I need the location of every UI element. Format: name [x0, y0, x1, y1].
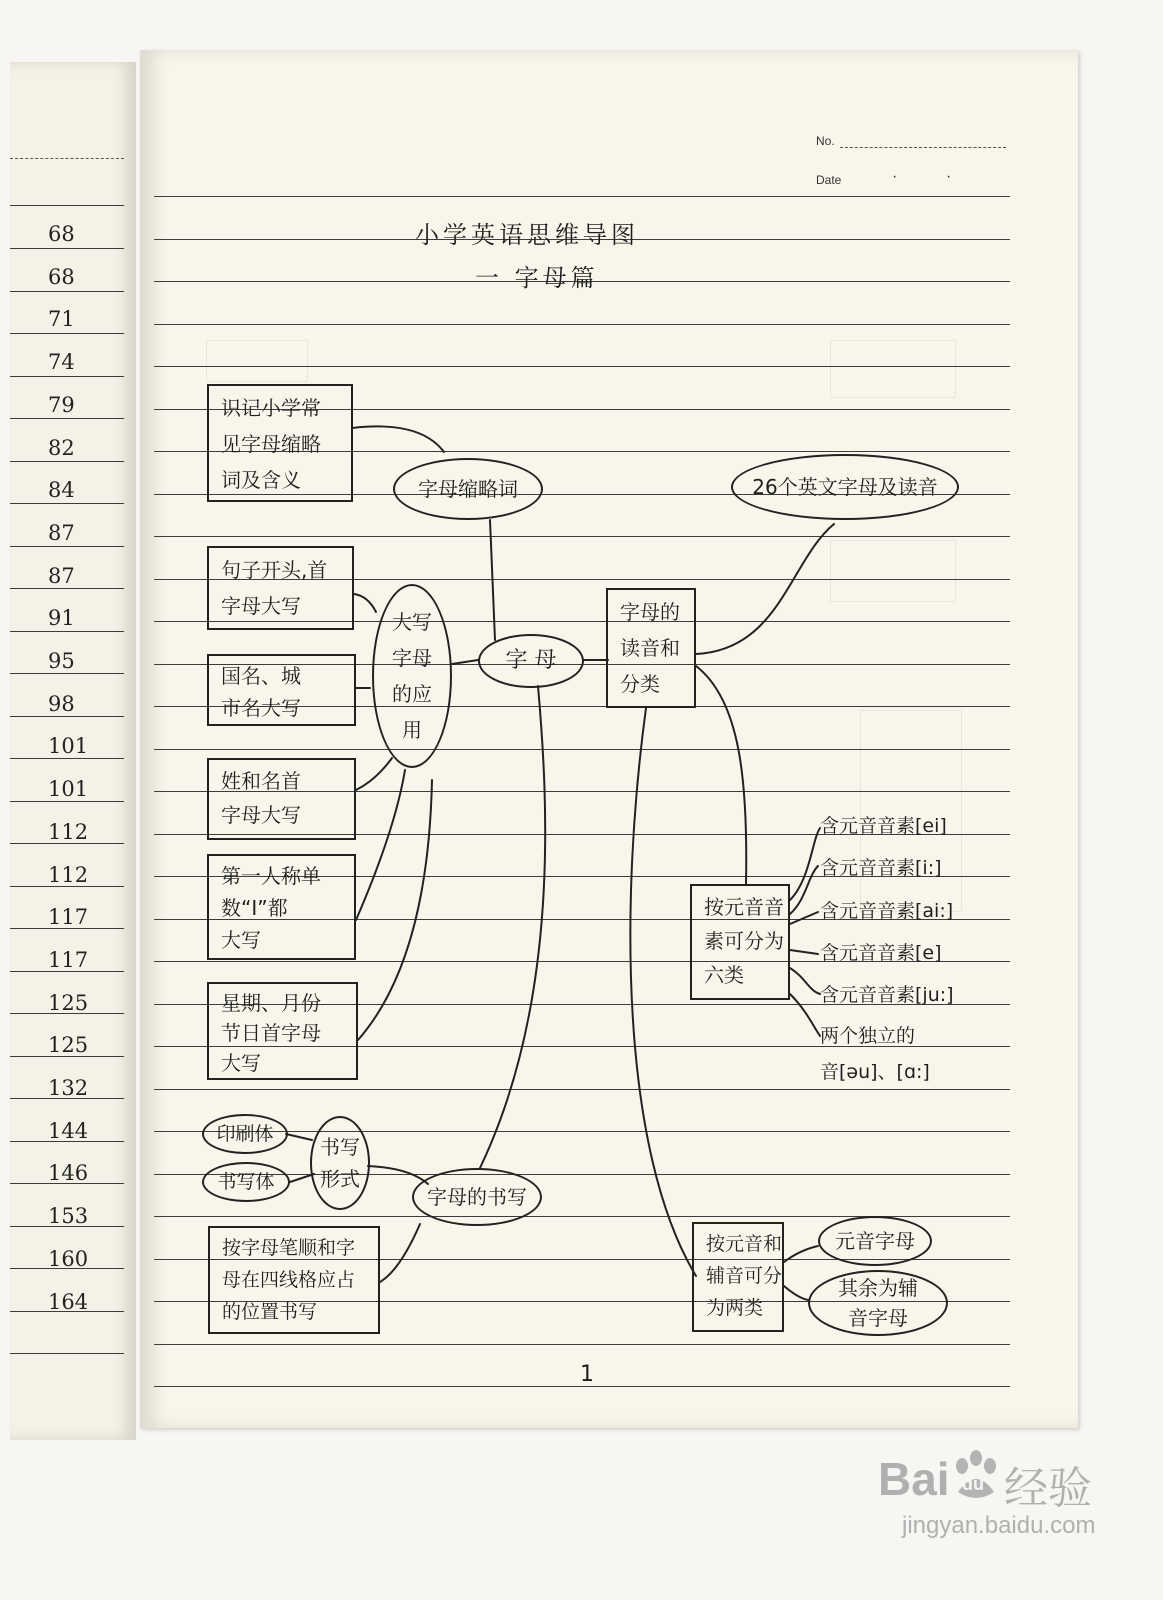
watermark-brand: Bai — [878, 1453, 950, 1505]
link-two-item2 — [784, 1286, 808, 1300]
link-six-item5 — [790, 968, 820, 994]
link-six-item4 — [790, 950, 818, 954]
left-page-number: 125 — [48, 990, 89, 1015]
vowel-node: 元音字母 — [818, 1216, 932, 1266]
link-capital-item1 — [354, 594, 376, 612]
six-class-item: 两个独立的 音[əu]、[ɑ:] — [820, 1025, 930, 1083]
link-pron-two — [630, 708, 696, 1276]
left-page-number: 125 — [48, 1033, 89, 1058]
link-two-item1 — [784, 1246, 818, 1262]
six-class-item: 含元音音素[i:] — [820, 857, 942, 879]
left-page-number: 98 — [48, 691, 75, 716]
left-page-number: 101 — [48, 777, 89, 802]
left-page-number: 101 — [48, 734, 89, 759]
left-page-number: 95 — [48, 649, 75, 673]
print-style-node: 印刷体 — [202, 1114, 288, 1154]
watermark-logo-text: du — [962, 1474, 984, 1494]
two-class-box: 按元音和 辅音可分 为两类 — [692, 1222, 784, 1332]
left-page-number: 144 — [48, 1118, 89, 1143]
six-class-item: 含元音音素[ei] — [820, 815, 947, 837]
six-class-item: 含元音音素[ju:] — [820, 984, 954, 1006]
watermark-brand-end: 经验 — [1004, 1463, 1092, 1514]
left-page-number: 117 — [48, 905, 89, 930]
left-page-number: 71 — [48, 307, 75, 332]
link-six-item2 — [790, 866, 818, 914]
link-form-print — [286, 1134, 312, 1140]
link-six-item3 — [790, 912, 818, 924]
six-class-item: 含元音音素[e] — [820, 942, 942, 964]
center-node: 字 母 — [478, 634, 584, 688]
link-capital-item4 — [356, 770, 405, 920]
left-page-number: 91 — [48, 606, 75, 631]
link-writing-rule — [380, 1224, 420, 1282]
left-page-number: 74 — [48, 350, 75, 375]
capital-node: 大写 字母 的应 用 — [372, 584, 452, 768]
date-label: Date — [816, 173, 842, 187]
no-label: No. — [816, 134, 835, 148]
page-number: 1 — [580, 1362, 594, 1387]
form-node: 书写 形式 — [310, 1116, 370, 1210]
link-pron-alphabet — [696, 524, 834, 654]
link-pron-six — [696, 666, 746, 884]
link-abbr-detail — [352, 426, 444, 452]
left-page-number: 82 — [48, 435, 75, 460]
alphabet-node: 26个英文字母及读音 — [731, 454, 959, 520]
page-title: 小学英语思维导图 — [415, 221, 639, 249]
watermark-url: jingyan.baidu.com — [902, 1512, 1096, 1539]
link-six-item6 — [790, 994, 820, 1036]
left-page-number: 153 — [48, 1204, 89, 1229]
capital-item-box: 国名、城 市名大写 — [207, 654, 356, 726]
six-class-item: 含元音音素[ai:] — [820, 900, 954, 922]
pron-node: 字母的 读音和 分类 — [606, 588, 696, 708]
writing-node: 字母的书写 — [412, 1168, 542, 1226]
left-page-number: 160 — [48, 1246, 89, 1271]
link-writing-form — [368, 1166, 428, 1184]
capital-item-box: 星期、月份 节日首字母 大写 — [207, 982, 358, 1080]
writing-rule-box: 按字母笔顺和字 母在四线格应占 的位置书写 — [208, 1226, 380, 1334]
left-page-number: 87 — [48, 520, 75, 545]
capital-item-box: 第一人称单 数“I”都 大写 — [207, 854, 356, 960]
left-page-number: 164 — [48, 1289, 89, 1314]
date-dot: · — [946, 168, 952, 185]
consonant-node: 其余为辅 音字母 — [808, 1270, 948, 1336]
left-page-number: 68 — [48, 222, 75, 246]
left-page-number: 112 — [48, 819, 89, 844]
link-capital-item5 — [358, 780, 432, 1040]
capital-item-box: 句子开头,首 字母大写 — [207, 546, 354, 630]
left-page-number: 112 — [48, 862, 89, 887]
abbr-detail-box: 识记小学常 见字母缩略 词及含义 — [207, 384, 353, 502]
left-page-number: 84 — [48, 478, 75, 503]
link-capital-item3 — [356, 758, 392, 790]
left-page-number: 117 — [48, 947, 89, 972]
abbr-node: 字母缩略词 — [393, 458, 543, 520]
link-abbr-center — [490, 520, 495, 640]
link-capital-center — [452, 660, 478, 664]
left-page-number: 87 — [48, 563, 75, 588]
date-dot: · — [892, 168, 898, 185]
capital-item-box: 姓和名首 字母大写 — [207, 758, 356, 840]
cursive-style-node: 书写体 — [202, 1162, 290, 1202]
left-page-number: 146 — [48, 1161, 89, 1186]
link-center-writing — [480, 686, 545, 1168]
left-page-number: 132 — [48, 1076, 89, 1100]
left-page-number: 79 — [48, 392, 75, 417]
six-class-box: 按元音音 素可分为 六类 — [690, 884, 790, 1000]
left-page-number: 68 — [48, 264, 75, 289]
page-subtitle: 一 字母篇 — [475, 264, 599, 292]
